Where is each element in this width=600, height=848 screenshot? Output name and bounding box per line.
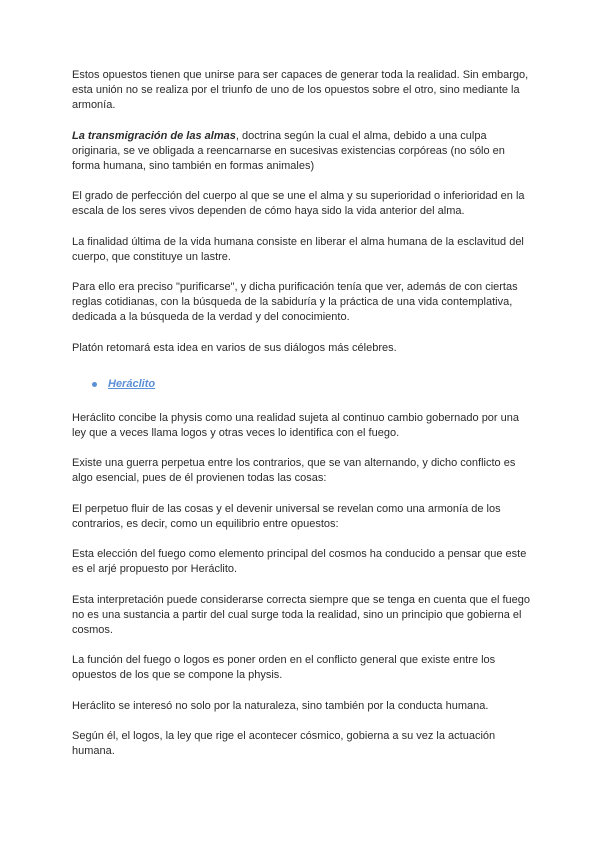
paragraph-fire-interpretation: Esta interpretación puede considerarse correcta siempre que se tenga en cuenta que el fuego no es una sustancia a partir del cual surge toda la realidad, sino un principio que gobierna el cosmos. (72, 593, 531, 636)
paragraph-body-perfection: El grado de perfección del cuerpo al que se une el alma y su superioridad o inferioridad en la escala de los seres vivos dependen de cómo haya sido la vida anterior del alma. (72, 190, 525, 217)
paragraph-life-purpose: La finalidad última de la vida humana consiste en liberar el alma humana de la esclavitud del cuerpo, que constituye un lastre. (72, 235, 524, 263)
paragraph-perpetual-war: Existe una guerra perpetua entre los contrarios, que se van alternando, y dicho conflicto es algo esencial, pues de él provienen todas las cosas: (72, 457, 516, 484)
document-body (72, 68, 532, 775)
paragraph-fire-choice: Esta elección del fuego como elemento principal del cosmos ha conducido a pensar que este es el arjé propuesto por Heráclito. (72, 548, 527, 575)
heraclito-link[interactable]: Heráclito (108, 377, 156, 390)
paragraph-plato: Platón retomará esta idea en varios de sus diálogos más célebres. (72, 341, 397, 354)
transmigration-definition: , doctrina según la cual el alma, debido a una culpa originaria, se ve obligada a reencarnarse en sucesivas existencias corpóreas (no sólo en forma humana, sino también en formas animales) (72, 129, 505, 172)
paragraph-human-conduct: Heráclito se interesó no solo por la naturaleza, sino también por la conducta humana. (72, 699, 489, 712)
bullet-item-heraclito (92, 377, 532, 392)
bullet-dot-icon (92, 382, 97, 387)
paragraph-physis-change: Heráclito concibe la physis como una realidad sujeta al continuo cambio gobernado por una ley que a veces llama logos y otras veces lo identifica con el fuego. (72, 411, 519, 439)
paragraph-opposites-union: Estos opuestos tienen que unirse para ser capaces de generar toda la realidad. Sin embargo, esta unión no se realiza por el triunfo de uno de los opuestos sobre el otro, sino mediante la armonía. (72, 69, 529, 111)
paragraph-logos-law: Según él, el logos, la ley que rige el acontecer cósmico, gobierna a su vez la actuación humana. (72, 730, 496, 757)
transmigration-term: La transmigración de las almas (72, 129, 236, 142)
paragraph-transmigration (72, 129, 532, 174)
paragraph-purification: Para ello era preciso "purificarse", y dicha purificación tenía que ver, además de con ciertas reglas cotidianas, con la búsqueda de la sabiduría y la práctica de una vida contemplativa, dedicada a la búsqueda de la verdad y del conocimiento. (72, 281, 518, 323)
paragraph-perpetual-flow: El perpetuo fluir de las cosas y el devenir universal se revelan como una armonía de los contrarios, es decir, como un equilibrio entre opuestos: (72, 502, 501, 530)
paragraph-fire-function: La función del fuego o logos es poner orden en el conflicto general que existe entre los opuestos de los que se compone la physis. (72, 654, 496, 681)
